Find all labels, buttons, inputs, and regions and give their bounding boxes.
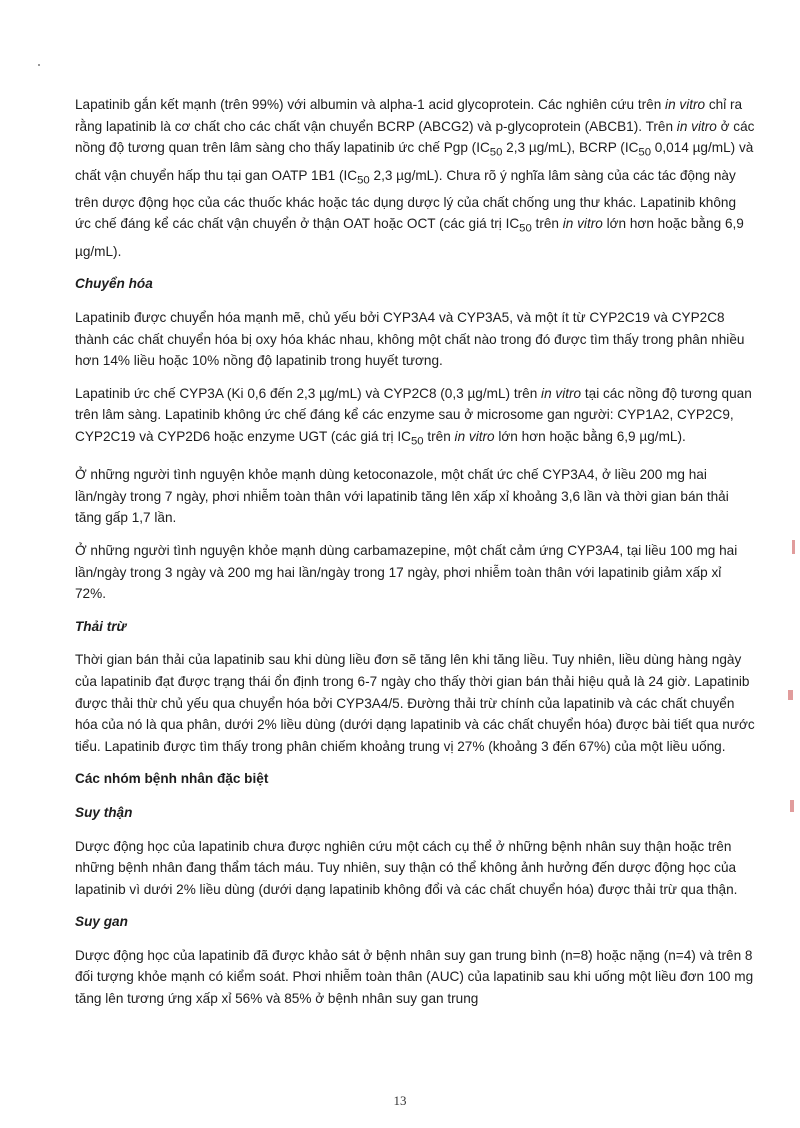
scan-speck bbox=[792, 540, 795, 554]
paragraph: Dược động học của lapatinib đã được khảo sát ở bệnh nhân suy gan trung bình (n=8) hoặc nặng (n=4) và trên 8 đối tượng khỏe mạnh có kiểm soát. Phơi nhiễm toàn thân (AUC) của lapatinib sau khi uống một liều đơn 100 mg tăng lên tương ứng xấp xỉ 56% và 85% ở bệnh nhân suy gan trung bbox=[75, 947, 754, 1007]
paragraph: Dược động học của lapatinib chưa được nghiên cứu một cách cụ thể ở những bệnh nhân suy thận hoặc trên những bệnh nhân đang thẩm tách máu. Tuy nhiên, suy thận có thể không ảnh hưởng đến dược động học của lapatinib vì dưới 2% liều dùng (dưới dạng lapatinib không đổi và các chất chuyển hóa) được thải trừ qua thận. bbox=[75, 838, 738, 897]
section-heading: Suy thận bbox=[75, 804, 133, 820]
scan-speck bbox=[38, 64, 40, 66]
section-heading: Các nhóm bệnh nhân đặc biệt bbox=[75, 771, 269, 787]
scan-speck bbox=[790, 800, 794, 812]
page-number: 13 bbox=[393, 1093, 407, 1108]
section-heading: Suy gan bbox=[75, 914, 128, 930]
paragraph: Lapatinib được chuyển hóa mạnh mẽ, chủ yếu bởi CYP3A4 và CYP3A5, và một ít từ CYP2C19 và CYP2C8 thành các chất chuyển hóa bị oxy hóa khác nhau, không một chất nào trong đó được tìm thấy trong phân nhiều hơn 14% liều hoặc 10% nồng độ lapatinib trong huyết tương. bbox=[75, 309, 745, 369]
paragraph: Ở những người tình nguyện khỏe mạnh dùng carbamazepine, một chất cảm ứng CYP3A4, tại liều 100 mg hai lần/ngày trong 3 ngày và 200 mg hai lần/ngày trong 17 ngày, phơi nhiễm toàn thân với lapatinib giảm xấp xỉ 72%. bbox=[75, 542, 738, 602]
scan-speck bbox=[788, 690, 793, 700]
document-body bbox=[75, 94, 755, 1021]
paragraph: Thời gian bán thải của lapatinib sau khi dùng liều đơn sẽ tăng lên khi tăng liều. Tuy nhiên, liều dùng hàng ngày của lapatinib đạt được trạng thái ổn định trong 6-7 ngày cho thấy thời gian bán thải hiệu quả là 24 giờ. Lapatinib được thải thừ chủ yếu qua chuyển hóa bởi CYP3A4/5. Đường thải trừ chính của lapatinib và các chất chuyển hóa của nó là qua phân, dưới 2% liều dùng (dưới dạng lapatinib và các chất chuyển hóa) được bài tiết qua nước tiểu. Lapatinib được tìm thấy trong phân chiếm khoảng trung vị 27% (khoảng 3 đến 67%) của một liều uống. bbox=[75, 652, 755, 754]
section-heading: Thải trừ bbox=[75, 618, 127, 634]
section-heading: Chuyển hóa bbox=[75, 276, 153, 292]
paragraph: Ở những người tình nguyện khỏe mạnh dùng ketoconazole, một chất ức chế CYP3A4, ở liều 200 mg hai lần/ngày trong 7 ngày, phơi nhiễm toàn thân với lapatinib tăng lên xấp xỉ khoảng 3,6 lần và thời gian bán thải tăng gấp 1,7 lần. bbox=[75, 467, 729, 526]
paragraph: Lapatinib gắn kết mạnh (trên 99%) với albumin và alpha-1 acid glycoprotein. Các nghiên cứu trên in vitro chỉ ra rằng lapatinib là cơ chất cho các chất vận chuyển BCRP (ABCG2) và p-glycoprotein (ABCB1). Trên in vitro ở các nồng độ tương quan trên lâm sàng cho thấy lapatinib ức chế Pgp ($IC_{50}$ 2,3 µg/mL), BCRP ($IC_{50}$ 0,014 µg/mL) và chất vận chuyển hấp thu tại gan OATP 1B1 ($IC_{50}$ 2,3 µg/mL). Chưa rõ ý nghĩa lâm sàng của các tác động này trên dược động học của các thuốc khác hoặc tác dụng dược lý của chất chống ung thư khác. Lapatinib không ức chế đáng kể các chất vận chuyển ở thận OAT hoặc OCT (các giá trị $IC_{50}$ trên in vitro lớn hơn hoặc bằng 6,9 µg/mL). bbox=[75, 97, 755, 259]
paragraph: Lapatinib ức chế CYP3A (Ki 0,6 đến 2,3 µg/mL) và CYP2C8 (0,3 µg/mL) trên in vitro tại các nồng độ tương quan trên lâm sàng. Lapatinib không ức chế đáng kể các enzyme sau ở microsome gan người: CYP1A2, CYP2C9, CYP2C19 và CYP2D6 hoặc enzyme UGT (các giá trị $IC_{50}$ trên in vitro lớn hơn hoặc bằng 6,9 µg/mL). bbox=[75, 385, 752, 448]
